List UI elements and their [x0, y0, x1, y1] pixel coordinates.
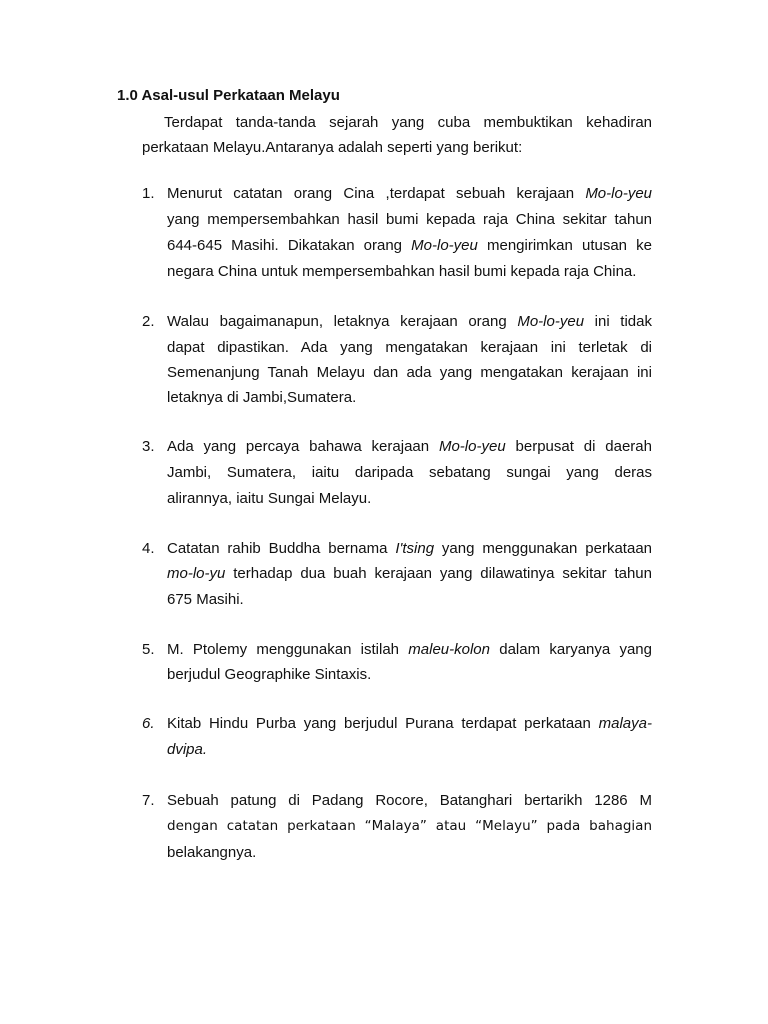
item-1-line-1: Menurut catatan orang Cina ,terdapat sebuah kerajaan Mo-lo-yeu — [167, 185, 652, 202]
item-4-line-2: mo-lo-yu terhadap dua buah kerajaan yang dilawatinya sekitar tahun — [167, 565, 652, 582]
item-2-line-4: letaknya di Jambi,Sumatera. — [167, 389, 357, 406]
item-1-line-3: 644-645 Masihi. Dikatakan orang Mo-lo-yeu mengirimkan utusan ke — [167, 237, 653, 254]
item-2-line-1: Walau bagaimanapun, letaknya kerajaan orang Mo-lo-yeu ini tidak — [167, 313, 652, 330]
item-1-line-4: negara China untuk mempersembahkan hasil bumi kepada raja China. — [167, 263, 637, 280]
item-6-line-2: dvipa. — [167, 741, 208, 758]
item-5-line-1: M. Ptolemy menggunakan istilah maleu-kolon dalam karyanya yang — [167, 641, 652, 658]
item-number: 1. — [142, 185, 155, 202]
item-number: 5. — [142, 641, 155, 658]
item-3-line-1: Ada yang percaya bahawa kerajaan Mo-lo-yeu berpusat di daerah — [167, 438, 652, 455]
item-4-line-3: 675 Masihi. — [167, 591, 244, 608]
intro-line-1: Terdapat tanda-tanda sejarah yang cuba membuktikan kehadiran — [164, 114, 652, 131]
item-number: 7. — [142, 792, 155, 809]
item-7-line-3: belakangnya. — [167, 844, 257, 861]
item-4-line-1: Catatan rahib Buddha bernama I'tsing yang menggunakan perkataan — [167, 540, 652, 557]
item-7-line-2: dengan catatan perkataan “Malaya” atau “Melayu” pada bahagian — [167, 818, 652, 834]
item-1-line-2: yang mempersembahkan hasil bumi kepada raja China sekitar tahun — [167, 211, 652, 228]
item-number: 2. — [142, 313, 155, 330]
item-number: 3. — [142, 438, 155, 455]
item-3-line-3: alirannya, iaitu Sungai Melayu. — [167, 490, 372, 507]
item-2-line-2: dapat dipastikan. Ada yang mengatakan kerajaan ini terletak di — [167, 339, 652, 356]
item-7-line-1: Sebuah patung di Padang Rocore, Batanghari bertarikh 1286 M — [167, 792, 652, 809]
section-heading: 1.0 Asal-usul Perkataan Melayu — [117, 87, 340, 104]
item-3-line-2: Jambi, Sumatera, iaitu daripada sebatang sungai yang deras — [167, 464, 652, 481]
intro-line-2: perkataan Melayu.Antaranya adalah seperti yang berikut: — [142, 139, 523, 156]
item-number: 4. — [142, 540, 155, 557]
item-number: 6. — [142, 715, 155, 732]
item-6-line-1: Kitab Hindu Purba yang berjudul Purana terdapat perkataan malaya- — [167, 715, 652, 732]
item-2-line-3: Semenanjung Tanah Melayu dan ada yang mengatakan kerajaan ini — [167, 364, 652, 381]
item-5-line-2: berjudul Geographike Sintaxis. — [167, 666, 372, 683]
